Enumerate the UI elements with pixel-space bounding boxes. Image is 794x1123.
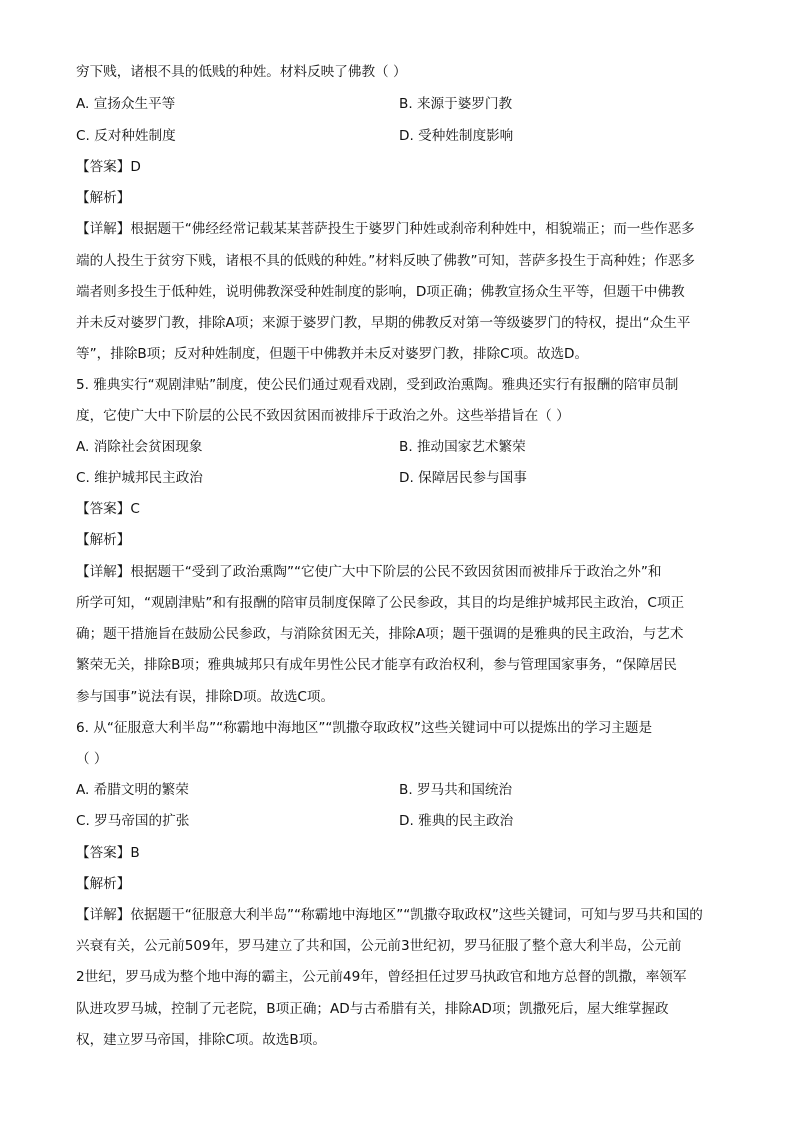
q4-detail-line: 【详解】根据题干“佛经经常记载某某菩萨投生于婆罗门种姓或刹帝利种姓中，相貌端正；而一些作恶多: [76, 221, 695, 237]
q5-detail-line: 【详解】根据题干“受到了政治熏陶”“它使广大中下阶层的公民不致因贫困而被排斥于政治之外”和: [76, 564, 662, 580]
q5-detail-line: 所学可知，“观剧津贴”和有报酬的陪审员制度保障了公民参政，其目的均是维护城邦民主政治，C项正: [76, 595, 685, 611]
q4-option-b: B. 来源于婆罗门教: [399, 96, 513, 112]
q4-detail-line: 并未反对婆罗门教，排除A项；来源于婆罗门教，早期的佛教反对第一等级婆罗门的特权，提出“众生平: [76, 315, 691, 331]
q5-detail-line: 确；题干措施旨在鼓励公民参政，与消除贫困无关，排除A项；题干强调的是雅典的民主政治，与艺术: [76, 626, 684, 642]
q5-detail-line: 参与国事”说法有误，排除D项。故选C项。: [76, 689, 335, 705]
q6-analysis-label: 【解析】: [76, 876, 131, 892]
q4-analysis-label: 【解析】: [76, 190, 131, 206]
q5-option-d: D. 保障居民参与国事: [399, 470, 527, 486]
q6-detail-line: 权，建立罗马帝国，排除C项。故选B项。: [76, 1032, 326, 1048]
q5-option-b: B. 推动国家艺术繁荣: [399, 439, 526, 455]
q4-detail-line: 等”，排除B项；反对种姓制度，但题干中佛教并未反对婆罗门教，排除C项。故选D。: [76, 346, 589, 362]
q5-detail-line: 繁荣无关，排除B项；雅典城邦只有成年男性公民才能享有政治权利，参与管理国家事务，“保障居民: [76, 657, 677, 673]
q4-answer: 【答案】D: [76, 159, 141, 175]
q4-option-a: A. 宣扬众生平等: [76, 96, 176, 112]
q6-option-a: A. 希腊文明的繁荣: [76, 782, 189, 798]
q4-detail-line: 端者则多投生于低种姓，说明佛教深受种姓制度的影响，D项正确；佛教宣扬众生平等，但题干中佛教: [76, 284, 685, 300]
q4-option-d: D. 受种姓制度影响: [399, 128, 514, 144]
q6-option-d: D. 雅典的民主政治: [399, 813, 514, 829]
q5-stem-line: 5. 雅典实行“观剧津贴”制度，使公民们通过观看戏剧，受到政治熏陶。雅典还实行有报酬的陪审员制: [76, 377, 679, 393]
q4-detail-line: 端的人投生于贫穷下贱，诸根不具的低贱的种姓。”材料反映了佛教”可知，菩萨多投生于高种姓；作恶多: [76, 253, 696, 269]
q6-stem-line: 6. 从“征服意大利半岛”“称霸地中海地区”“凯撒夺取政权”这些关键词中可以提炼出的学习主题是: [76, 720, 653, 736]
q6-detail-line: 【详解】依据题干“征服意大利半岛”“称霸地中海地区”“凯撒夺取政权”这些关键词，可知与罗马共和国的: [76, 907, 703, 923]
q4-stem-end: 穷下贱，诸根不具的低贱的种姓。材料反映了佛教（ ）: [76, 64, 407, 80]
q4-option-c: C. 反对种姓制度: [76, 128, 176, 144]
q5-option-c: C. 维护城邦民主政治: [76, 470, 203, 486]
q6-detail-line: 2世纪，罗马成为整个地中海的霸主，公元前49年，曾经担任过罗马执政官和地方总督的凯撒，率领军: [76, 969, 687, 985]
q5-analysis-label: 【解析】: [76, 532, 131, 548]
q6-option-b: B. 罗马共和国统治: [399, 782, 513, 798]
q5-stem-line: 度，它使广大中下阶层的公民不致因贫困而被排斥于政治之外。这些举措旨在（ ）: [76, 408, 570, 424]
q6-stem-line: （ ）: [76, 751, 108, 767]
q6-detail-line: 队进攻罗马城，控制了元老院，B项正确；AD与古希腊有关，排除AD项；凯撒死后，屋大维掌握政: [76, 1001, 669, 1017]
q5-answer: 【答案】C: [76, 501, 140, 517]
q6-detail-line: 兴衰有关，公元前509年，罗马建立了共和国，公元前3世纪初，罗马征服了整个意大利半岛，公元前: [76, 938, 682, 954]
q6-answer: 【答案】B: [76, 845, 140, 861]
q5-option-a: A. 消除社会贫困现象: [76, 439, 203, 455]
q6-option-c: C. 罗马帝国的扩张: [76, 813, 190, 829]
